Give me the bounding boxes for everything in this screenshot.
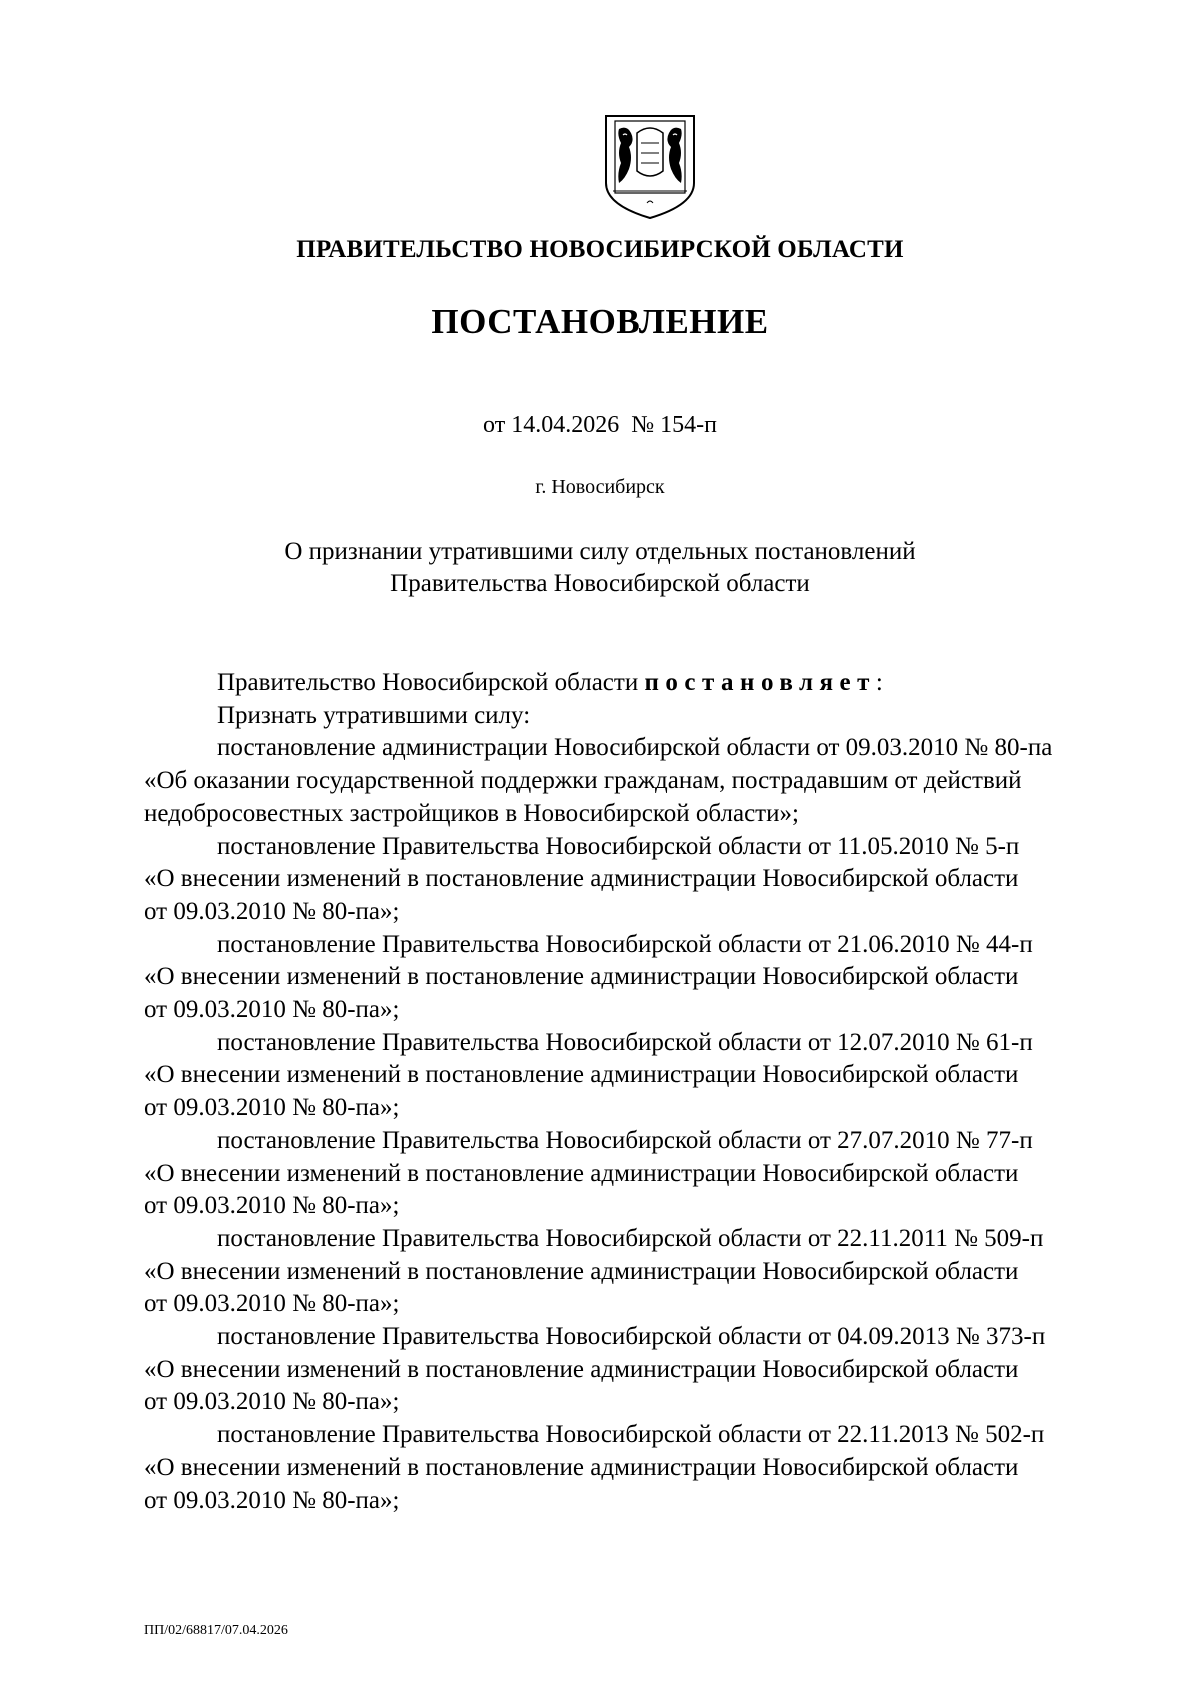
list-item <box>144 732 1144 830</box>
intro-prefix: Правительство Новосибирской области <box>217 669 645 696</box>
item-line-1: постановление Правительства Новосибирской области от 11.05.2010 № 5-п <box>217 832 1020 860</box>
document-type-title: ПОСТАНОВЛЕНИЕ <box>431 302 769 341</box>
item-line-1: постановление Правительства Новосибирской области от 12.07.2010 № 61-п <box>217 1028 1033 1056</box>
item-line-1: постановление Правительства Новосибирской области от 04.09.2013 № 373-п <box>217 1323 1046 1351</box>
item-line-1: постановление Правительства Новосибирской области от 21.06.2010 № 44-п <box>217 930 1033 958</box>
list-item <box>144 831 1144 929</box>
city-line: г. Новосибирск <box>535 476 665 498</box>
intro-paragraph <box>144 667 1144 700</box>
item-line-1 <box>144 732 1144 765</box>
item-line-3: от 09.03.2010 № 80-па»; <box>144 1094 400 1122</box>
item-line-2: «О внесении изменений в постановление администрации Новосибирской области <box>144 1159 1019 1187</box>
list-item <box>144 929 1144 1027</box>
list-item <box>144 1027 1144 1125</box>
item-line-1: постановление Правительства Новосибирской области от 22.11.2011 № 509-п <box>217 1224 1044 1252</box>
item-line-3: от 09.03.2010 № 80-па»; <box>144 1486 400 1514</box>
item-line-1: постановление Правительства Новосибирской области от 22.11.2013 № 502-п <box>217 1421 1045 1449</box>
item-line-3: от 09.03.2010 № 80-па»; <box>144 897 400 925</box>
item-text: постановление администрации Новосибирской области от 09.03.2010 № 80-па <box>217 734 1053 762</box>
item-line-2: «О внесении изменений в постановление администрации Новосибирской области <box>144 1453 1019 1481</box>
item-line-2: «О внесении изменений в постановление администрации Новосибирской области <box>144 1257 1019 1285</box>
item-line-1: постановление Правительства Новосибирской области от 27.07.2010 № 77-п <box>217 1126 1033 1154</box>
item-line-3: от 09.03.2010 № 80-па»; <box>144 1290 400 1318</box>
list-item <box>144 1125 1144 1223</box>
date-number-text: от 14.04.2026 № 154-п <box>483 412 717 438</box>
intro-keyword: постановляет <box>644 669 876 696</box>
date-number-line <box>0 412 1200 439</box>
list-item <box>144 1223 1144 1321</box>
intro-suffix: : <box>875 669 883 696</box>
item-line-2: «О внесении изменений в постановление администрации Новосибирской области <box>144 865 1019 893</box>
item-line-3: от 09.03.2010 № 80-па»; <box>144 1388 400 1416</box>
subject-line-2: Правительства Новосибирской области <box>390 570 810 597</box>
item-line-3: недобросовестных застройщиков в Новосибирской области»; <box>144 799 799 827</box>
list-item <box>144 1321 1144 1419</box>
item-line-3: от 09.03.2010 № 80-па»; <box>144 1192 400 1220</box>
item-line-2: «Об оказании государственной поддержки гражданам, пострадавшим от действий <box>144 767 1022 795</box>
item-line-3: от 09.03.2010 № 80-па»; <box>144 996 400 1024</box>
coat-of-arms-icon <box>603 113 697 221</box>
subject-line-1: О признании утратившими силу отдельных постановлений <box>284 538 916 565</box>
government-title: ПРАВИТЕЛЬСТВО НОВОСИБИРСКОЙ ОБЛАСТИ <box>296 236 904 263</box>
item-line-2: «О внесении изменений в постановление администрации Новосибирской области <box>144 963 1019 991</box>
item-line-2: «О внесении изменений в постановление администрации Новосибирской области <box>144 1355 1019 1383</box>
list-item <box>144 1419 1144 1517</box>
document-registration-code: ПП/02/68817/07.04.2026 <box>144 1623 288 1638</box>
recognize-line: Признать утратившими силу: <box>217 701 531 729</box>
document-body <box>144 667 1144 1517</box>
document-subject <box>0 536 1200 600</box>
item-line-2: «О внесении изменений в постановление администрации Новосибирской области <box>144 1061 1019 1089</box>
